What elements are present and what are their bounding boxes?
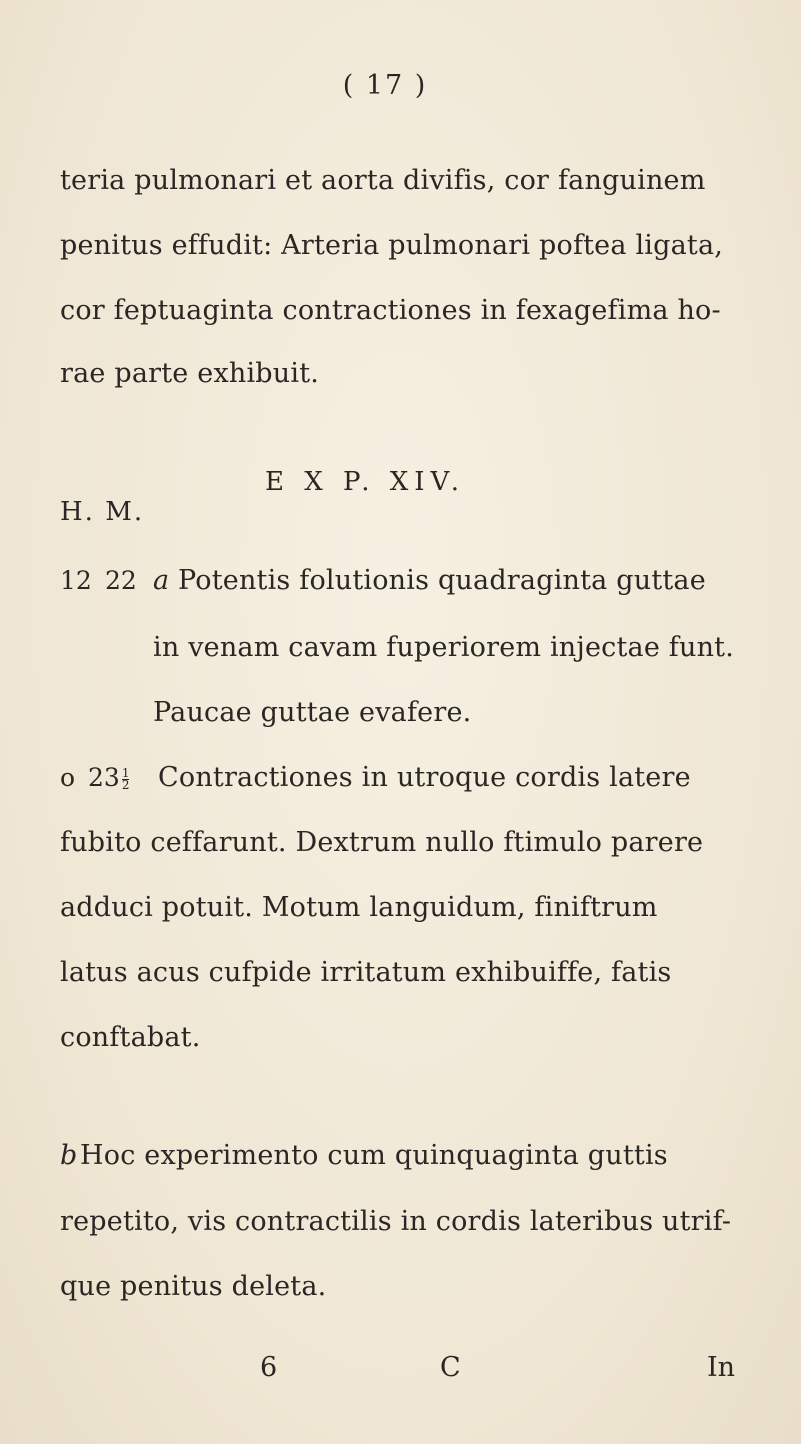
paragraph-line: cor feptuaginta contractiones in fexagefima ho- bbox=[60, 295, 721, 326]
catchword: In bbox=[707, 1352, 736, 1383]
entry-line: Potentis folutionis quadraginta guttae bbox=[178, 565, 706, 596]
signature-number: 6 bbox=[260, 1352, 278, 1383]
entry-line: in venam cavam fuperiorem injectae funt. bbox=[153, 632, 734, 663]
entry-line: fubito ceffarunt. Dextrum nullo ftimulo parere bbox=[60, 827, 704, 858]
entry-line: Contractiones in utroque cordis latere bbox=[158, 762, 691, 793]
entry-line: Hoc experimento cum quinquaginta guttis bbox=[80, 1140, 668, 1171]
entry-line: latus acus cufpide irritatum exhibuiffe, fatis bbox=[60, 957, 672, 988]
time-hour: 12 bbox=[60, 566, 92, 595]
note-marker-b: b bbox=[60, 1140, 78, 1171]
entry-line: que penitus deleta. bbox=[60, 1271, 327, 1302]
time-minute: 23 bbox=[88, 763, 120, 792]
page-number: ( 17 ) bbox=[342, 70, 428, 101]
paragraph-line: penitus effudit: Arteria pulmonari poftea ligata, bbox=[60, 230, 724, 261]
time-minute-with-fraction bbox=[88, 762, 129, 794]
fraction-denominator: 2 bbox=[121, 778, 130, 792]
note-marker-a: a bbox=[153, 565, 170, 596]
entry-line: Paucae guttae evafere. bbox=[153, 697, 472, 728]
experiment-title: E X P. XIV. bbox=[265, 467, 466, 497]
hours-minutes-label: H. M. bbox=[60, 497, 145, 527]
signature-letter: C bbox=[440, 1352, 461, 1383]
fraction bbox=[122, 768, 130, 791]
time-minute: 22 bbox=[105, 566, 137, 595]
entry-line: conftabat. bbox=[60, 1022, 201, 1053]
paragraph-line: rae parte exhibuit. bbox=[60, 358, 320, 389]
paragraph-line: teria pulmonari et aorta divifis, cor fanguinem bbox=[60, 165, 706, 196]
entry-line: repetito, vis contractilis in cordis lateribus utrif- bbox=[60, 1206, 732, 1237]
fraction-numerator: 1 bbox=[121, 766, 130, 780]
time-hour: o bbox=[60, 763, 76, 792]
entry-line: adduci potuit. Motum languidum, finiftrum bbox=[60, 892, 658, 923]
